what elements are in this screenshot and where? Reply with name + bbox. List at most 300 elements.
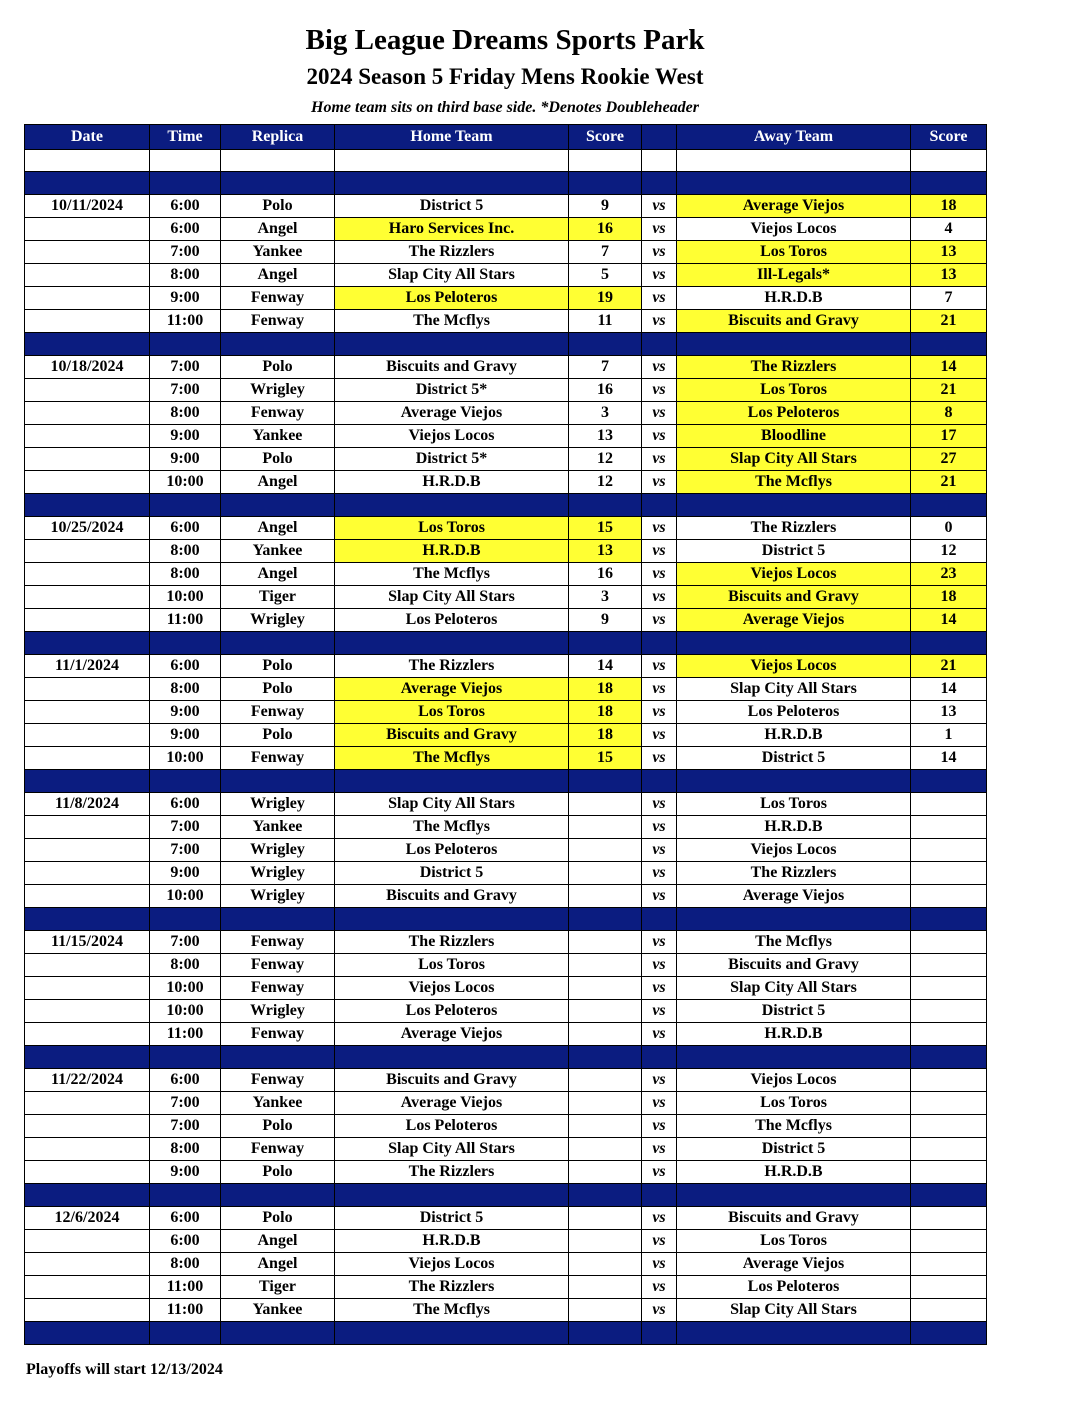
date-cell bbox=[25, 471, 150, 494]
away-score-cell: 21 bbox=[911, 655, 987, 678]
away-team-cell: Bloodline bbox=[677, 425, 911, 448]
separator-cell bbox=[642, 1184, 677, 1207]
home-team-cell: H.R.D.B bbox=[335, 471, 569, 494]
separator-cell bbox=[569, 172, 642, 195]
vs-cell: vs bbox=[642, 977, 677, 1000]
date-cell bbox=[25, 1000, 150, 1023]
time-cell: 8:00 bbox=[150, 563, 221, 586]
home-score-cell: 11 bbox=[569, 310, 642, 333]
table-row bbox=[25, 218, 987, 241]
time-cell: 7:00 bbox=[150, 1115, 221, 1138]
col-header-vs bbox=[642, 125, 677, 150]
date-cell: 10/25/2024 bbox=[25, 517, 150, 540]
away-team-cell: District 5 bbox=[677, 1138, 911, 1161]
vs-cell: vs bbox=[642, 1023, 677, 1046]
vs-cell: vs bbox=[642, 1000, 677, 1023]
week-separator bbox=[25, 494, 987, 517]
date-cell bbox=[25, 563, 150, 586]
away-score-cell: 27 bbox=[911, 448, 987, 471]
blank-cell bbox=[335, 150, 569, 172]
replica-cell: Angel bbox=[221, 471, 335, 494]
away-score-cell bbox=[911, 977, 987, 1000]
away-score-cell: 13 bbox=[911, 241, 987, 264]
date-cell: 10/18/2024 bbox=[25, 356, 150, 379]
home-team-cell: The Mcflys bbox=[335, 563, 569, 586]
away-team-cell: Viejos Locos bbox=[677, 655, 911, 678]
replica-cell: Polo bbox=[221, 1115, 335, 1138]
col-header-home-team: Home Team bbox=[335, 125, 569, 150]
table-row bbox=[25, 1276, 987, 1299]
separator-cell bbox=[569, 1046, 642, 1069]
time-cell: 9:00 bbox=[150, 1161, 221, 1184]
replica-cell: Wrigley bbox=[221, 885, 335, 908]
separator-cell bbox=[221, 172, 335, 195]
week-separator bbox=[25, 1046, 987, 1069]
separator-cell bbox=[335, 1322, 569, 1345]
away-team-cell: The Mcflys bbox=[677, 471, 911, 494]
week-separator bbox=[25, 172, 987, 195]
col-header-time: Time bbox=[150, 125, 221, 150]
home-score-cell bbox=[569, 885, 642, 908]
away-score-cell bbox=[911, 1299, 987, 1322]
vs-cell: vs bbox=[642, 931, 677, 954]
col-header-away-score: Score bbox=[911, 125, 987, 150]
table-row bbox=[25, 793, 987, 816]
home-team-cell: Average Viejos bbox=[335, 402, 569, 425]
time-cell: 7:00 bbox=[150, 356, 221, 379]
replica-cell: Angel bbox=[221, 563, 335, 586]
replica-cell: Yankee bbox=[221, 1299, 335, 1322]
away-team-cell: The Mcflys bbox=[677, 1115, 911, 1138]
away-score-cell bbox=[911, 1276, 987, 1299]
away-team-cell: District 5 bbox=[677, 1000, 911, 1023]
home-team-cell: The Rizzlers bbox=[335, 655, 569, 678]
home-team-cell: Slap City All Stars bbox=[335, 793, 569, 816]
separator-cell bbox=[335, 770, 569, 793]
separator-cell bbox=[642, 632, 677, 655]
replica-cell: Yankee bbox=[221, 816, 335, 839]
date-cell bbox=[25, 287, 150, 310]
vs-cell: vs bbox=[642, 1092, 677, 1115]
home-team-cell: Los Toros bbox=[335, 701, 569, 724]
home-team-cell: The Mcflys bbox=[335, 1299, 569, 1322]
home-team-cell: District 5 bbox=[335, 862, 569, 885]
separator-cell bbox=[911, 1184, 987, 1207]
home-score-cell: 13 bbox=[569, 540, 642, 563]
vs-cell: vs bbox=[642, 540, 677, 563]
replica-cell: Fenway bbox=[221, 1138, 335, 1161]
replica-cell: Angel bbox=[221, 1230, 335, 1253]
vs-cell: vs bbox=[642, 678, 677, 701]
home-score-cell: 9 bbox=[569, 609, 642, 632]
table-row bbox=[25, 402, 987, 425]
separator-cell bbox=[569, 632, 642, 655]
home-team-cell: The Rizzlers bbox=[335, 931, 569, 954]
home-score-cell bbox=[569, 1000, 642, 1023]
separator-cell bbox=[150, 172, 221, 195]
separator-cell bbox=[642, 333, 677, 356]
separator-cell bbox=[335, 333, 569, 356]
table-row bbox=[25, 931, 987, 954]
replica-cell: Wrigley bbox=[221, 609, 335, 632]
away-team-cell: Los Peloteros bbox=[677, 701, 911, 724]
home-team-cell: Haro Services Inc. bbox=[335, 218, 569, 241]
table-row bbox=[25, 1161, 987, 1184]
away-score-cell: 14 bbox=[911, 678, 987, 701]
time-cell: 8:00 bbox=[150, 1138, 221, 1161]
away-team-cell: Average Viejos bbox=[677, 885, 911, 908]
date-cell bbox=[25, 839, 150, 862]
time-cell: 10:00 bbox=[150, 885, 221, 908]
separator-cell bbox=[221, 1322, 335, 1345]
week-separator bbox=[25, 1184, 987, 1207]
away-score-cell bbox=[911, 816, 987, 839]
time-cell: 10:00 bbox=[150, 471, 221, 494]
home-team-cell: Viejos Locos bbox=[335, 1253, 569, 1276]
separator-cell bbox=[911, 770, 987, 793]
separator-cell bbox=[150, 632, 221, 655]
time-cell: 6:00 bbox=[150, 793, 221, 816]
time-cell: 9:00 bbox=[150, 287, 221, 310]
home-score-cell: 5 bbox=[569, 264, 642, 287]
date-cell bbox=[25, 586, 150, 609]
schedule-body bbox=[25, 150, 987, 1345]
date-cell bbox=[25, 954, 150, 977]
vs-cell: vs bbox=[642, 1161, 677, 1184]
table-row bbox=[25, 195, 987, 218]
date-cell bbox=[25, 609, 150, 632]
week-separator bbox=[25, 632, 987, 655]
vs-cell: vs bbox=[642, 747, 677, 770]
replica-cell: Fenway bbox=[221, 977, 335, 1000]
date-cell bbox=[25, 816, 150, 839]
blank-cell bbox=[911, 150, 987, 172]
home-score-cell bbox=[569, 793, 642, 816]
vs-cell: vs bbox=[642, 1207, 677, 1230]
table-row bbox=[25, 241, 987, 264]
separator-cell bbox=[911, 494, 987, 517]
separator-cell bbox=[677, 908, 911, 931]
vs-cell: vs bbox=[642, 655, 677, 678]
replica-cell: Fenway bbox=[221, 310, 335, 333]
table-row bbox=[25, 1092, 987, 1115]
home-score-cell: 15 bbox=[569, 747, 642, 770]
table-row bbox=[25, 954, 987, 977]
separator-cell bbox=[150, 333, 221, 356]
separator-cell bbox=[221, 494, 335, 517]
page-title: Big League Dreams Sports Park bbox=[305, 24, 705, 56]
vs-cell: vs bbox=[642, 425, 677, 448]
table-row bbox=[25, 655, 987, 678]
home-team-cell: Los Peloteros bbox=[335, 1115, 569, 1138]
away-score-cell bbox=[911, 1069, 987, 1092]
replica-cell: Fenway bbox=[221, 701, 335, 724]
date-cell bbox=[25, 241, 150, 264]
separator-cell bbox=[335, 172, 569, 195]
away-team-cell: Slap City All Stars bbox=[677, 678, 911, 701]
date-cell bbox=[25, 1161, 150, 1184]
vs-cell: vs bbox=[642, 1115, 677, 1138]
home-score-cell: 18 bbox=[569, 724, 642, 747]
table-row bbox=[25, 862, 987, 885]
away-score-cell: 0 bbox=[911, 517, 987, 540]
home-team-cell: Average Viejos bbox=[335, 678, 569, 701]
date-cell bbox=[25, 862, 150, 885]
away-team-cell: Los Toros bbox=[677, 793, 911, 816]
separator-cell bbox=[911, 172, 987, 195]
replica-cell: Fenway bbox=[221, 747, 335, 770]
home-score-cell bbox=[569, 954, 642, 977]
replica-cell: Tiger bbox=[221, 1276, 335, 1299]
replica-cell: Wrigley bbox=[221, 862, 335, 885]
home-team-cell: H.R.D.B bbox=[335, 540, 569, 563]
away-score-cell: 14 bbox=[911, 356, 987, 379]
schedule-note: Home team sits on third base side. *Denotes Doubleheader bbox=[311, 99, 699, 116]
separator-cell bbox=[642, 770, 677, 793]
separator-cell bbox=[677, 172, 911, 195]
home-score-cell bbox=[569, 1253, 642, 1276]
replica-cell: Angel bbox=[221, 218, 335, 241]
table-row bbox=[25, 264, 987, 287]
away-score-cell bbox=[911, 1161, 987, 1184]
date-cell bbox=[25, 264, 150, 287]
home-team-cell: The Rizzlers bbox=[335, 241, 569, 264]
away-score-cell bbox=[911, 1253, 987, 1276]
vs-cell: vs bbox=[642, 609, 677, 632]
vs-cell: vs bbox=[642, 379, 677, 402]
home-team-cell: Los Peloteros bbox=[335, 287, 569, 310]
blank-row bbox=[25, 150, 987, 172]
away-score-cell: 21 bbox=[911, 379, 987, 402]
time-cell: 6:00 bbox=[150, 1069, 221, 1092]
separator-cell bbox=[911, 1046, 987, 1069]
col-header-date: Date bbox=[25, 125, 150, 150]
time-cell: 9:00 bbox=[150, 862, 221, 885]
away-team-cell: The Rizzlers bbox=[677, 517, 911, 540]
time-cell: 9:00 bbox=[150, 724, 221, 747]
home-team-cell: Biscuits and Gravy bbox=[335, 356, 569, 379]
separator-cell bbox=[911, 632, 987, 655]
time-cell: 8:00 bbox=[150, 264, 221, 287]
date-cell bbox=[25, 448, 150, 471]
away-score-cell: 1 bbox=[911, 724, 987, 747]
table-row bbox=[25, 885, 987, 908]
table-row bbox=[25, 1253, 987, 1276]
separator-cell bbox=[25, 632, 150, 655]
home-score-cell: 12 bbox=[569, 471, 642, 494]
date-cell bbox=[25, 402, 150, 425]
away-team-cell: H.R.D.B bbox=[677, 724, 911, 747]
replica-cell: Polo bbox=[221, 678, 335, 701]
away-score-cell: 7 bbox=[911, 287, 987, 310]
time-cell: 11:00 bbox=[150, 1023, 221, 1046]
blank-cell bbox=[677, 150, 911, 172]
separator-cell bbox=[335, 494, 569, 517]
separator-cell bbox=[569, 770, 642, 793]
table-row bbox=[25, 517, 987, 540]
vs-cell: vs bbox=[642, 310, 677, 333]
vs-cell: vs bbox=[642, 1253, 677, 1276]
home-team-cell: Los Peloteros bbox=[335, 1000, 569, 1023]
date-cell bbox=[25, 701, 150, 724]
home-team-cell: Biscuits and Gravy bbox=[335, 885, 569, 908]
separator-cell bbox=[911, 908, 987, 931]
away-score-cell: 13 bbox=[911, 264, 987, 287]
replica-cell: Wrigley bbox=[221, 793, 335, 816]
away-team-cell: Viejos Locos bbox=[677, 218, 911, 241]
away-team-cell: Ill-Legals* bbox=[677, 264, 911, 287]
home-team-cell: The Mcflys bbox=[335, 310, 569, 333]
separator-cell bbox=[221, 1046, 335, 1069]
time-cell: 7:00 bbox=[150, 816, 221, 839]
vs-cell: vs bbox=[642, 954, 677, 977]
replica-cell: Yankee bbox=[221, 1092, 335, 1115]
blank-cell bbox=[221, 150, 335, 172]
home-score-cell bbox=[569, 1161, 642, 1184]
away-team-cell: Slap City All Stars bbox=[677, 1299, 911, 1322]
table-row bbox=[25, 471, 987, 494]
separator-cell bbox=[150, 1184, 221, 1207]
vs-cell: vs bbox=[642, 264, 677, 287]
week-separator bbox=[25, 770, 987, 793]
home-team-cell: Slap City All Stars bbox=[335, 264, 569, 287]
vs-cell: vs bbox=[642, 1069, 677, 1092]
home-team-cell: Average Viejos bbox=[335, 1023, 569, 1046]
away-team-cell: The Rizzlers bbox=[677, 862, 911, 885]
vs-cell: vs bbox=[642, 402, 677, 425]
separator-cell bbox=[221, 908, 335, 931]
date-cell: 12/6/2024 bbox=[25, 1207, 150, 1230]
away-team-cell: H.R.D.B bbox=[677, 816, 911, 839]
separator-cell bbox=[335, 908, 569, 931]
home-team-cell: Los Peloteros bbox=[335, 839, 569, 862]
separator-cell bbox=[569, 1184, 642, 1207]
away-score-cell bbox=[911, 1230, 987, 1253]
table-row bbox=[25, 1000, 987, 1023]
separator-cell bbox=[569, 494, 642, 517]
replica-cell: Fenway bbox=[221, 1069, 335, 1092]
home-team-cell: The Rizzlers bbox=[335, 1161, 569, 1184]
date-cell: 11/8/2024 bbox=[25, 793, 150, 816]
away-team-cell: H.R.D.B bbox=[677, 287, 911, 310]
replica-cell: Polo bbox=[221, 724, 335, 747]
separator-cell bbox=[25, 172, 150, 195]
away-score-cell bbox=[911, 1000, 987, 1023]
table-row bbox=[25, 609, 987, 632]
table-row bbox=[25, 839, 987, 862]
away-score-cell: 14 bbox=[911, 609, 987, 632]
away-score-cell: 17 bbox=[911, 425, 987, 448]
time-cell: 10:00 bbox=[150, 586, 221, 609]
separator-cell bbox=[642, 1046, 677, 1069]
table-row bbox=[25, 356, 987, 379]
away-score-cell: 12 bbox=[911, 540, 987, 563]
away-score-cell bbox=[911, 839, 987, 862]
replica-cell: Yankee bbox=[221, 241, 335, 264]
vs-cell: vs bbox=[642, 218, 677, 241]
separator-cell bbox=[25, 333, 150, 356]
home-team-cell: The Mcflys bbox=[335, 747, 569, 770]
date-cell bbox=[25, 747, 150, 770]
home-score-cell: 3 bbox=[569, 586, 642, 609]
page-subtitle: 2024 Season 5 Friday Mens Rookie West bbox=[306, 64, 704, 89]
home-score-cell: 19 bbox=[569, 287, 642, 310]
away-team-cell: District 5 bbox=[677, 540, 911, 563]
time-cell: 8:00 bbox=[150, 1253, 221, 1276]
date-cell bbox=[25, 425, 150, 448]
home-score-cell: 13 bbox=[569, 425, 642, 448]
time-cell: 7:00 bbox=[150, 241, 221, 264]
replica-cell: Fenway bbox=[221, 402, 335, 425]
home-team-cell: District 5* bbox=[335, 379, 569, 402]
separator-cell bbox=[335, 1184, 569, 1207]
replica-cell: Polo bbox=[221, 448, 335, 471]
date-cell bbox=[25, 724, 150, 747]
separator-cell bbox=[677, 1046, 911, 1069]
separator-cell bbox=[642, 494, 677, 517]
col-header-away-team: Away Team bbox=[677, 125, 911, 150]
home-score-cell: 12 bbox=[569, 448, 642, 471]
away-score-cell: 8 bbox=[911, 402, 987, 425]
away-score-cell: 14 bbox=[911, 747, 987, 770]
replica-cell: Wrigley bbox=[221, 1000, 335, 1023]
table-row bbox=[25, 977, 987, 1000]
vs-cell: vs bbox=[642, 816, 677, 839]
time-cell: 6:00 bbox=[150, 517, 221, 540]
vs-cell: vs bbox=[642, 563, 677, 586]
blank-cell bbox=[569, 150, 642, 172]
home-score-cell bbox=[569, 1276, 642, 1299]
table-row bbox=[25, 724, 987, 747]
time-cell: 10:00 bbox=[150, 977, 221, 1000]
vs-cell: vs bbox=[642, 471, 677, 494]
table-row bbox=[25, 540, 987, 563]
col-header-replica: Replica bbox=[221, 125, 335, 150]
away-score-cell: 21 bbox=[911, 471, 987, 494]
replica-cell: Polo bbox=[221, 1161, 335, 1184]
away-score-cell: 21 bbox=[911, 310, 987, 333]
away-team-cell: District 5 bbox=[677, 747, 911, 770]
vs-cell: vs bbox=[642, 724, 677, 747]
table-row bbox=[25, 678, 987, 701]
time-cell: 8:00 bbox=[150, 540, 221, 563]
away-score-cell: 23 bbox=[911, 563, 987, 586]
away-score-cell bbox=[911, 1138, 987, 1161]
table-row bbox=[25, 448, 987, 471]
time-cell: 8:00 bbox=[150, 954, 221, 977]
separator-cell bbox=[911, 333, 987, 356]
date-cell bbox=[25, 310, 150, 333]
separator-cell bbox=[25, 770, 150, 793]
time-cell: 6:00 bbox=[150, 655, 221, 678]
table-row bbox=[25, 1207, 987, 1230]
table-row bbox=[25, 701, 987, 724]
time-cell: 11:00 bbox=[150, 310, 221, 333]
table-row bbox=[25, 379, 987, 402]
home-score-cell: 18 bbox=[569, 678, 642, 701]
separator-cell bbox=[677, 770, 911, 793]
date-cell bbox=[25, 1276, 150, 1299]
home-team-cell: District 5 bbox=[335, 195, 569, 218]
home-score-cell bbox=[569, 1138, 642, 1161]
blank-cell bbox=[150, 150, 221, 172]
replica-cell: Polo bbox=[221, 195, 335, 218]
time-cell: 9:00 bbox=[150, 448, 221, 471]
home-score-cell bbox=[569, 1230, 642, 1253]
week-separator bbox=[25, 1322, 987, 1345]
table-row bbox=[25, 1023, 987, 1046]
home-team-cell: Los Toros bbox=[335, 517, 569, 540]
